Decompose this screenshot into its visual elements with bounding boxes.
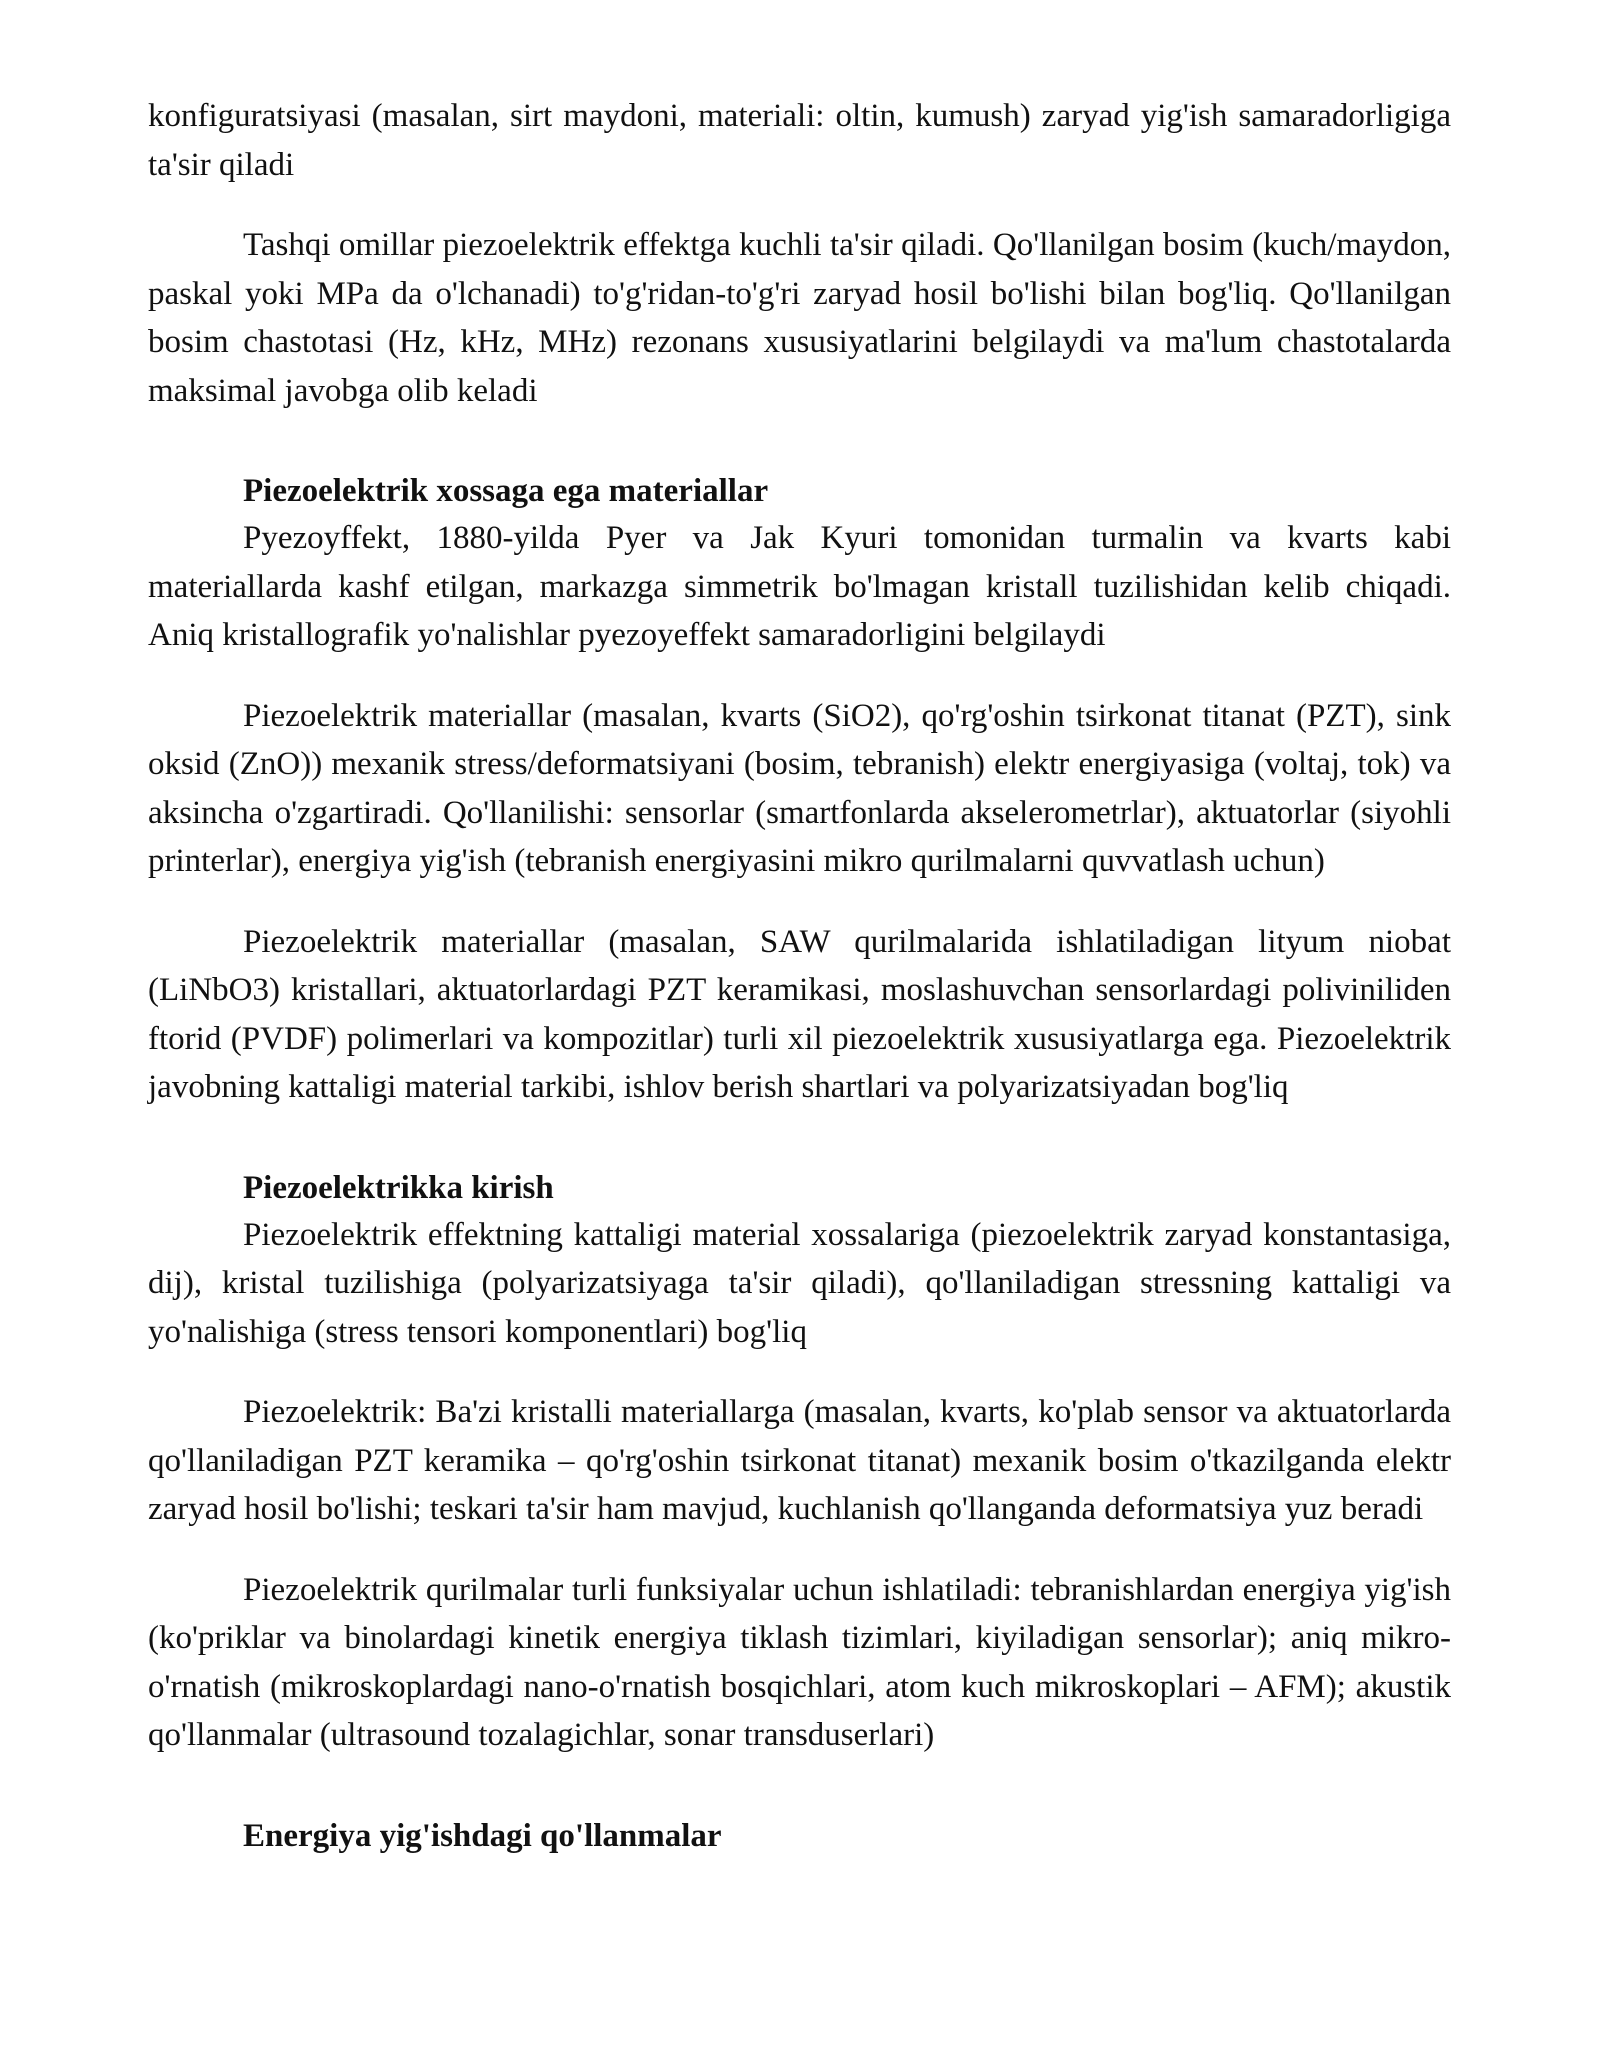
paragraph-material-types: Piezoelektrik materiallar (masalan, SAW qurilmalarida ishlatiladigan lityum niobat (LiNbO3) kristallari, aktuatorlardagi PZT keramikasi, moslashuvchan sensorlardagi poliviniliden ftorid (PVDF) polimerlari va kompozitlar) turli xil piezoelektrik xususiyatlarga ega. Piezoelektrik javobning kattaligi material tarkibi, ishlov berish shartlari va polyarizatsiyadan bog'liq	[148, 923, 1451, 1105]
paragraph-curie-discovery: Pyezoyffekt, 1880-yilda Pyer va Jak Kyuri tomonidan turmalin va kvarts kabi materiallarda kashf etilgan, markazga simmetrik bo'lmagan kristall tuzilishidan kelib chiqadi. Aniq kristallografik yo'nalishlar pyezoyeffekt samaradorligini belgilaydi	[148, 520, 1451, 653]
heading-energy-harvesting: Energiya yig'ishdagi qo'llanmalar	[243, 1817, 722, 1854]
paragraph-piezo-definition: Piezoelektrik: Ba'zi kristalli materiallarga (masalan, kvarts, ko'plab sensor va aktuatorlarda qo'llaniladigan PZT keramika – qo'rg'oshin tsirkonat titanat) mexanik bosim o'tkazilganda elektr zaryad hosil bo'lishi; teskari ta'sir ham mavjud, kuchlanish qo'llanganda deformatsiya yuz beradi	[148, 1394, 1451, 1527]
paragraph-charge-collection: konfiguratsiyasi (masalan, sirt maydoni, materiali: oltin, kumush) zaryad yig'ish samaradorligiga ta'sir qiladi	[148, 98, 1451, 183]
paragraph-material-examples: Piezoelektrik materiallar (masalan, kvarts (SiO2), qo'rg'oshin tsirkonat titanat (PZT), sink oksid (ZnO)) mexanik stress/deformatsiyani (bosim, tebranish) elektr energiyasiga (voltaj, tok) va aksincha o'zgartiradi. Qo'llanilishi: sensorlar (smartfonlarda akselerometrlar), aktuatorlar (siyohli printerlar), energiya yig'ish (tebranish energiyasini mikro qurilmalarni quvvatlash uchun)	[148, 697, 1451, 879]
paragraph-external-factors: Tashqi omillar piezoelektrik effektga kuchli ta'sir qiladi. Qo'llanilgan bosim (kuch/maydon, paskal yoki MPa da o'lchanadi) to'g'ridan-to'g'ri zaryad hosil bo'lishi bilan bog'liq. Qo'llanilgan bosim chastotasi (Hz, kHz, MHz) rezonans xususiyatlarini belgilaydi va ma'lum chastotalarda maksimal javobga olib keladi	[148, 227, 1451, 409]
document-page	[148, 92, 1451, 1859]
paragraph-piezo-devices: Piezoelektrik qurilmalar turli funksiyalar uchun ishlatiladi: tebranishlardan energiya yig'ish (ko'priklar va binolardagi kinetik energiya tiklash tizimlari, kiyiladigan sensorlar); aniq mikro-o'rnatish (mikroskoplardagi nano-o'rnatish bosqichlari, atom kuch mikroskoplari – AFM); akustik qo'llanmalar (ultrasound tozalagichlar, sonar transduserlari)	[148, 1571, 1451, 1753]
heading-piezo-intro: Piezoelektrikka kirish	[243, 1169, 554, 1206]
heading-piezo-materials: Piezoelektrik xossaga ega materiallar	[243, 473, 769, 509]
paragraph-effect-magnitude: Piezoelektrik effektning kattaligi material xossalariga (piezoelektrik zaryad konstantasiga, dij), kristal tuzilishiga (polyarizatsiyaga ta'sir qiladi), qo'llaniladigan stressning kattaligi va yo'nalishiga (stress tensori komponentlari) bog'liq	[148, 1216, 1451, 1350]
